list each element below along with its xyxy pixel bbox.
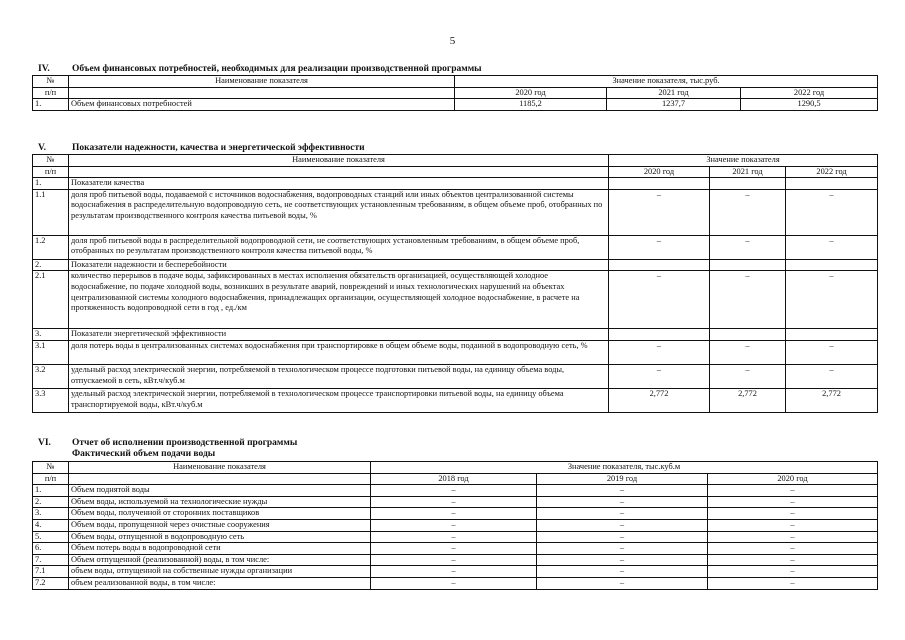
table-row: [33, 178, 878, 190]
year-header: 2022 год: [741, 87, 878, 99]
row-name: доля потерь воды в централизованных системах водоснабжения при транспортировке в общем объеме воды, поданной в водопроводную сеть, %: [69, 340, 609, 364]
row-value: –: [537, 485, 708, 497]
row-name: Объем воды, пропущенной через очистные сооружения: [69, 519, 371, 531]
row-value: 1290,5: [741, 99, 878, 111]
row-number: 3.2: [33, 364, 69, 388]
row-value: –: [786, 189, 878, 235]
section4-number: IV.: [38, 64, 50, 74]
section4-heading: [38, 64, 482, 74]
row-value: –: [708, 566, 878, 578]
row-number: 1.2: [33, 235, 69, 259]
year-header: 2021 год: [607, 87, 741, 99]
section6-title: Отчет об исполнении производственной программы: [72, 438, 298, 448]
year-header: 2021 год: [710, 166, 786, 178]
row-name: объем реализованной воды, в том числе:: [69, 577, 371, 589]
row-value: –: [708, 508, 878, 520]
row-value: 1237,7: [607, 99, 741, 111]
row-value: [710, 329, 786, 341]
col-no-header: №: [33, 155, 69, 167]
row-value: –: [708, 554, 878, 566]
table-row: [33, 235, 878, 259]
row-value: [786, 329, 878, 341]
row-number: 3.: [33, 329, 69, 341]
row-number: 1.: [33, 485, 69, 497]
row-value: 2,772: [710, 388, 786, 412]
year-header: 2019 год: [537, 473, 708, 485]
row-name: удельный расход электрической энергии, потребляемой в технологическом процессе подготовки питьевой воды, на единицу объема воды, отпускаемой в сеть, кВт.ч/куб.м: [69, 364, 609, 388]
row-number: 3.3: [33, 388, 69, 412]
row-value: –: [708, 519, 878, 531]
row-value: –: [371, 496, 537, 508]
col-name-header: Наименование показателя: [69, 462, 371, 474]
row-number: 3.1: [33, 340, 69, 364]
table-row: [33, 543, 878, 555]
table-row: [33, 364, 878, 388]
row-name: Показатели надежности и бесперебойности: [69, 259, 609, 271]
row-value: –: [609, 235, 710, 259]
section5-number: V.: [38, 143, 47, 153]
row-name: Показатели качества: [69, 178, 609, 190]
row-value: –: [710, 340, 786, 364]
row-value: 2,772: [786, 388, 878, 412]
row-number: 1.1: [33, 189, 69, 235]
row-name: Объем потерь воды в водопроводной сети: [69, 543, 371, 555]
row-number: 7.1: [33, 566, 69, 578]
row-name: объем воды, отпущенной на собственные нужды организации: [69, 566, 371, 578]
row-number: 5.: [33, 531, 69, 543]
col-no-header-2: п/п: [33, 166, 69, 178]
row-value: –: [537, 508, 708, 520]
row-value: [710, 178, 786, 190]
col-name-header-blank: [69, 166, 609, 178]
row-value: [609, 329, 710, 341]
table-row: [33, 340, 878, 364]
row-name: Объем воды, отпущенной в водопроводную сеть: [69, 531, 371, 543]
section5-heading: [38, 143, 365, 153]
row-value: [786, 259, 878, 271]
row-value: 1185,2: [455, 99, 607, 111]
row-value: –: [537, 519, 708, 531]
table-row: [33, 99, 878, 111]
col-no-header-2: п/п: [33, 87, 69, 99]
table-row: [33, 271, 878, 329]
row-name: Объем воды, используемой на технологические нужды: [69, 496, 371, 508]
row-value: –: [786, 235, 878, 259]
table-row: [33, 485, 878, 497]
row-value: –: [371, 508, 537, 520]
row-value: –: [371, 543, 537, 555]
row-value: [609, 178, 710, 190]
row-value: [609, 259, 710, 271]
row-value: –: [710, 271, 786, 329]
row-value: –: [537, 554, 708, 566]
page-number: 5: [449, 35, 456, 47]
table-row: [33, 554, 878, 566]
col-name-header: Наименование показателя: [69, 76, 455, 88]
row-value: –: [708, 543, 878, 555]
row-value: –: [708, 577, 878, 589]
row-value: –: [537, 543, 708, 555]
year-header: 2020 год: [455, 87, 607, 99]
row-value: –: [609, 271, 710, 329]
row-value: –: [537, 577, 708, 589]
section6-heading: [38, 438, 297, 448]
row-name: Объем воды, полученной от сторонних поставщиков: [69, 508, 371, 520]
row-value: –: [708, 531, 878, 543]
row-number: 6.: [33, 543, 69, 555]
row-value: –: [786, 364, 878, 388]
row-value: –: [710, 364, 786, 388]
year-header: 2020 год: [708, 473, 878, 485]
col-name-header-blank: [69, 87, 455, 99]
row-value: –: [371, 577, 537, 589]
section6-table: [32, 461, 878, 590]
row-value: –: [710, 189, 786, 235]
row-value: –: [609, 364, 710, 388]
row-value: –: [371, 554, 537, 566]
row-value: –: [537, 566, 708, 578]
row-value: –: [609, 189, 710, 235]
year-header: 2020 год: [609, 166, 710, 178]
row-number: 7.: [33, 554, 69, 566]
row-value: [786, 178, 878, 190]
row-name: Объем финансовых потребностей: [69, 99, 455, 111]
table-row: [33, 388, 878, 412]
row-value: 2,772: [609, 388, 710, 412]
table-row: [33, 577, 878, 589]
table-row: [33, 508, 878, 520]
table-row: [33, 519, 878, 531]
section6-number: VI.: [38, 438, 51, 448]
row-name: удельный расход электрической энергии, потребляемой в технологическом процессе транспортировки питьевой воды, на единицу объема транспортируемой воды, кВт.ч/куб.м: [69, 388, 609, 412]
row-name: доля проб питьевой воды, подаваемой с источников водоснабжения, водопроводных станций или иных объектов централизованной системы водоснабжения в распределительную водопроводную сеть, не соответствующих установленным требованиям, в общем объеме проб, отобранных по результатам производственного контроля качества питьевой воды, %: [69, 189, 609, 235]
col-no-header: №: [33, 462, 69, 474]
table-row: [33, 259, 878, 271]
col-value-header: Значение показателя: [609, 155, 878, 167]
table-row: [33, 329, 878, 341]
row-value: [710, 259, 786, 271]
row-number: 2.: [33, 259, 69, 271]
row-number: 2.1: [33, 271, 69, 329]
row-value: –: [786, 340, 878, 364]
row-name: Объем отпущенной (реализованной) воды, в том числе:: [69, 554, 371, 566]
row-name: Объем поднятой воды: [69, 485, 371, 497]
row-value: –: [609, 340, 710, 364]
section4-title: Объем финансовых потребностей, необходимых для реализации производственной программы: [72, 64, 482, 74]
row-number: 3.: [33, 508, 69, 520]
row-number: 4.: [33, 519, 69, 531]
row-name: Показатели энергетической эффективности: [69, 329, 609, 341]
section5-table: [32, 154, 878, 413]
row-number: 7.2: [33, 577, 69, 589]
row-name: доля проб питьевой воды в распределительной водопроводной сети, не соответствующих установленным требованиям, в общем объеме проб, отобранных по результатам производственного контроля качества питьевой воды, %: [69, 235, 609, 259]
row-value: –: [537, 496, 708, 508]
row-value: –: [371, 566, 537, 578]
col-name-header-blank: [69, 473, 371, 485]
section6-subtitle: Фактический объем подачи воды: [72, 449, 216, 459]
row-value: –: [786, 271, 878, 329]
year-header: 2018 год: [371, 473, 537, 485]
row-value: –: [371, 519, 537, 531]
col-no-header: №: [33, 76, 69, 88]
row-number: 2.: [33, 496, 69, 508]
table-row: [33, 566, 878, 578]
row-value: –: [708, 485, 878, 497]
table-row: [33, 531, 878, 543]
row-number: 1.: [33, 178, 69, 190]
section4-table: [32, 75, 878, 111]
row-name: количество перерывов в подаче воды, зафиксированных в местах исполнения обязательств организацией, осуществляющей холодное водоснабжение, по подаче холодной воды, возникших в результате аварий, повреждений и иных технологических нарушений на объектах централизованной системы холодного водоснабжения, принадлежащих организации, осуществляющей холодное водоснабжение, в расчете на протяженность водопроводной сети в год , ед./км: [69, 271, 609, 329]
row-value: –: [710, 235, 786, 259]
row-number: 1.: [33, 99, 69, 111]
col-value-header: Значение показателя, тыс.руб.: [455, 76, 878, 88]
row-value: –: [537, 531, 708, 543]
col-no-header-2: п/п: [33, 473, 69, 485]
col-name-header: Наименование показателя: [69, 155, 609, 167]
year-header: 2022 год: [786, 166, 878, 178]
row-value: –: [708, 496, 878, 508]
table-row: [33, 189, 878, 235]
table-row: [33, 496, 878, 508]
row-value: –: [371, 531, 537, 543]
row-value: –: [371, 485, 537, 497]
section5-title: Показатели надежности, качества и энергетической эффективности: [72, 143, 365, 153]
col-value-header: Значение показателя, тыс.куб.м: [371, 462, 878, 474]
